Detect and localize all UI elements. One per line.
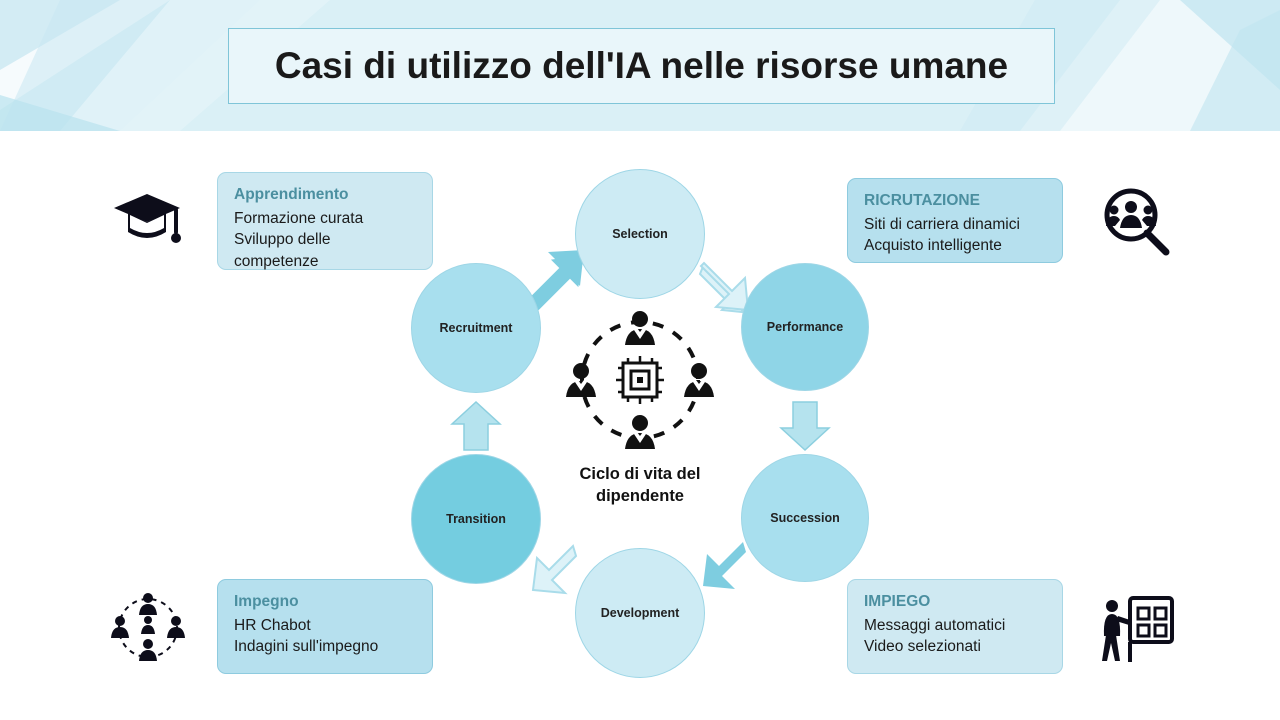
cycle-node-development[interactable] xyxy=(575,548,705,678)
cycle-node-transition[interactable] xyxy=(411,454,541,584)
arrow-transition-to-recruitment xyxy=(452,402,500,450)
callout-impegno-line-1: HR Chabot xyxy=(234,616,311,634)
graduation-cap-icon xyxy=(112,188,182,250)
cycle-node-development-label: Development xyxy=(600,606,680,620)
callout-impegno-title: Impegno xyxy=(234,593,299,610)
callout-apprendimento-title: Apprendimento xyxy=(234,186,349,203)
callout-impiego-line-2: Video selezionati xyxy=(864,638,981,656)
employee-lifecycle-emblem-icon xyxy=(565,305,715,455)
cycle-node-selection-label: Selection xyxy=(612,227,668,241)
callout-apprendimento-line-1: Formazione curata xyxy=(234,209,364,227)
arrow-recruitment-to-selection xyxy=(528,250,584,310)
callout-ricrutazione-line-2: Acquisto intelligente xyxy=(864,237,1002,255)
cycle-node-succession-label: Succession xyxy=(770,511,840,525)
callout-apprendimento-line-3: competenze xyxy=(234,252,319,270)
arrow-succession-to-development xyxy=(703,542,746,589)
cycle-node-performance-label: Performance xyxy=(766,320,844,334)
presentation-board-icon xyxy=(1100,590,1176,666)
arrow-performance-to-succession xyxy=(781,402,829,450)
arrow-development-to-transition xyxy=(533,546,576,593)
cycle-node-succession[interactable] xyxy=(741,454,869,582)
callout-impiego-line-1: Messaggi automatici xyxy=(864,616,1006,634)
callout-impiego[interactable] xyxy=(847,579,1063,674)
cycle-node-selection[interactable] xyxy=(575,169,705,299)
callout-apprendimento-line-2: Sviluppo delle xyxy=(234,231,331,249)
cycle-node-transition-label: Transition xyxy=(446,512,506,526)
callout-apprendimento[interactable] xyxy=(217,172,433,270)
cycle-node-recruitment-label: Recruitment xyxy=(439,321,513,335)
callout-impegno-line-2: Indagini sull'impegno xyxy=(234,638,379,656)
slide-title-box xyxy=(228,28,1055,104)
people-network-icon xyxy=(110,590,186,666)
page-title: Casi di utilizzo dell'IA nelle risorse umane xyxy=(274,45,1009,86)
center-label: Ciclo di vita del dipendente xyxy=(579,465,701,506)
callout-ricrutazione[interactable] xyxy=(847,178,1063,263)
callout-impegno[interactable] xyxy=(217,579,433,674)
candidate-search-icon xyxy=(1098,184,1172,258)
callout-impiego-title: IMPIEGO xyxy=(864,593,931,610)
cycle-node-performance[interactable] xyxy=(741,263,869,391)
callout-ricrutazione-title: RICRUTAZIONE xyxy=(864,192,980,209)
cycle-node-recruitment[interactable] xyxy=(411,263,541,393)
callout-ricrutazione-line-1: Siti di carriera dinamici xyxy=(864,215,1020,233)
